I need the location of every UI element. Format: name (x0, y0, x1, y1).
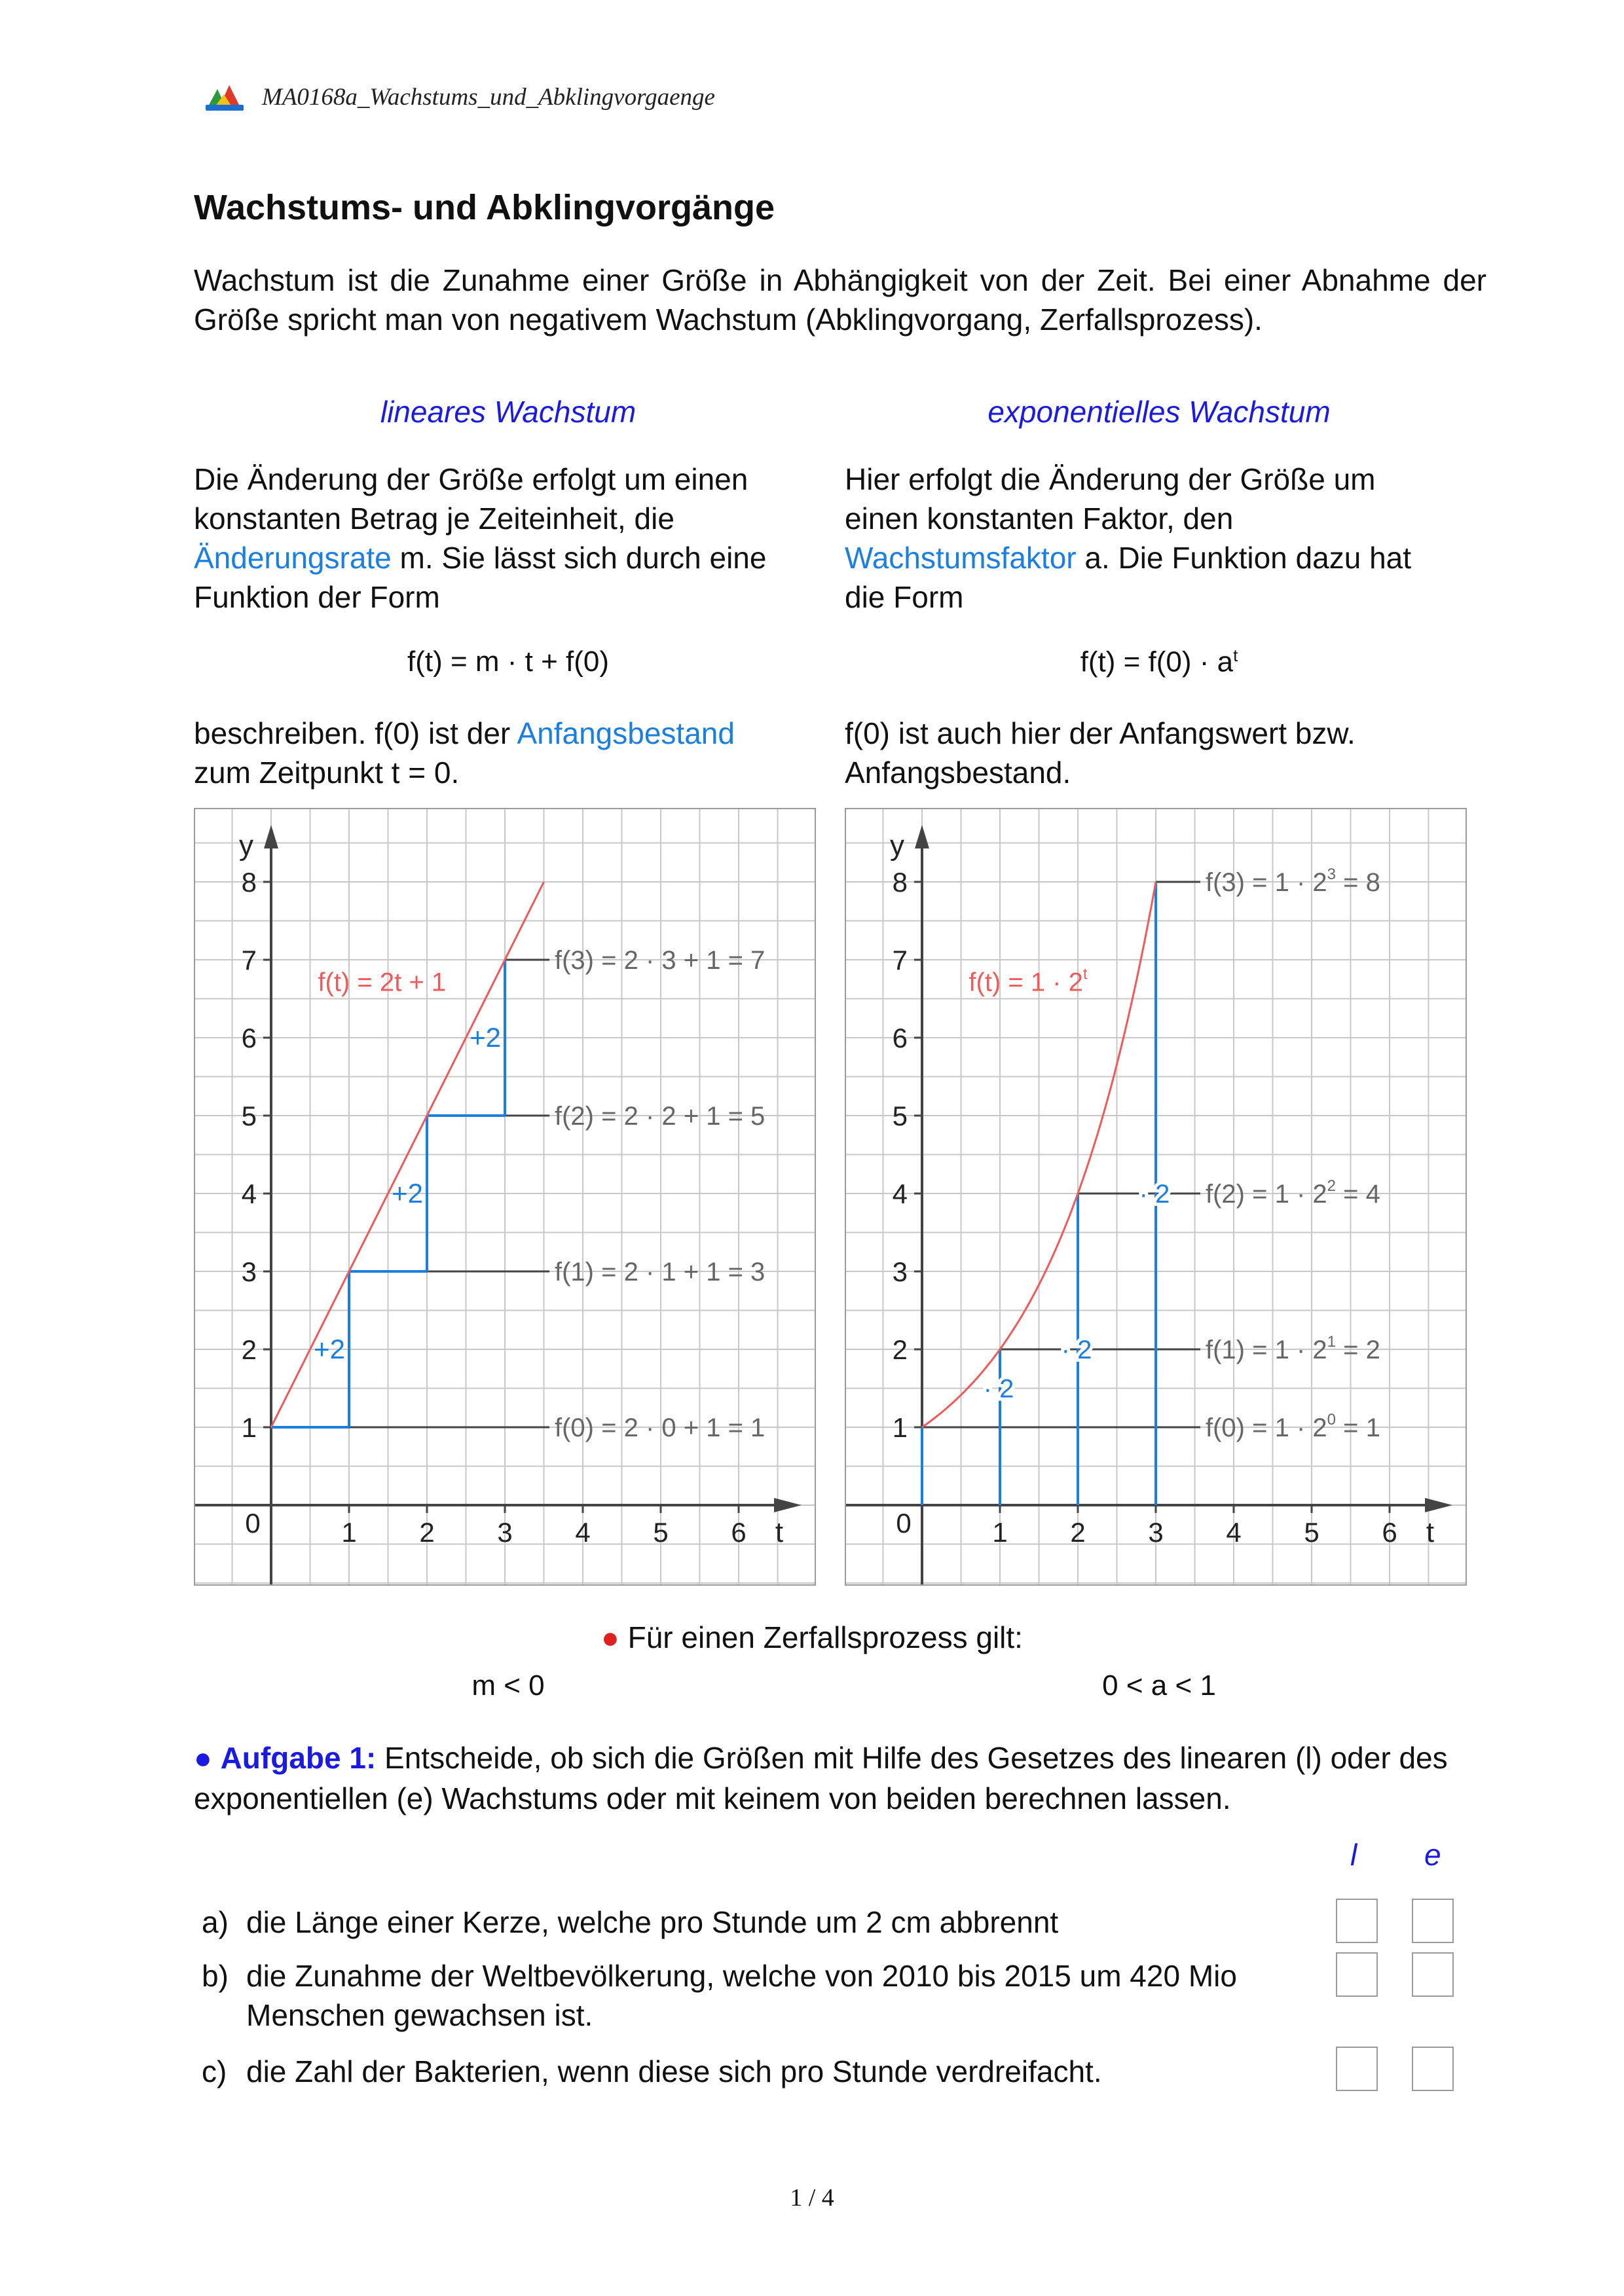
linear-growth-graph (194, 808, 816, 1586)
checkbox-c-exponential[interactable] (1412, 2047, 1454, 2091)
y-tick-label: 3 (241, 1256, 257, 1287)
point-label-base: f(2) = 1 · 2 (1206, 1180, 1327, 1209)
exponential-after-b: Anfangsbestand. (845, 756, 1071, 790)
origin-label: 0 (245, 1508, 261, 1539)
linear-term: Änderungsrate (194, 541, 392, 575)
y-tick-label: 5 (241, 1101, 257, 1131)
step-label: · 2 (1061, 1336, 1092, 1364)
x-tick-label: 6 (1382, 1517, 1397, 1548)
decay-statement (0, 1620, 1624, 1655)
step-label: · 2 (983, 1374, 1014, 1404)
step-label: · 2 (1139, 1180, 1170, 1209)
point-label (1206, 1333, 1380, 1364)
x-tick-label: 4 (1226, 1517, 1242, 1548)
y-tick-label: 8 (241, 867, 257, 898)
task-item-text: die Zunahme der Weltbevölkerung, welche von 2010 bis 2015 um 420 Mio Menschen gewachsen ist. (246, 1959, 1237, 2032)
step-label: +2 (314, 1334, 345, 1364)
exponential-growth-graph (845, 808, 1467, 1586)
publisher-logo-icon (204, 82, 245, 111)
point-label-base: f(3) = 1 · 2 (1206, 868, 1327, 897)
x-tick-label: 1 (341, 1517, 357, 1548)
x-tick-label: 4 (575, 1517, 591, 1548)
task-item-letter: b) (202, 1959, 229, 1993)
linear-after-term: Anfangsbestand (517, 716, 735, 750)
checkbox-a-linear[interactable] (1336, 1899, 1378, 1943)
point-label-base: f(0) = 1 · 2 (1206, 1413, 1327, 1442)
linear-heading: lineares Wachstum (380, 395, 637, 429)
decay-lead: Für einen Zerfallsprozess gilt: (627, 1620, 1023, 1654)
y-tick-label: 3 (892, 1256, 908, 1287)
checkbox-b-exponential[interactable] (1412, 1952, 1454, 1997)
function-label-exponent: t (1082, 965, 1088, 983)
linear-after-b: zum Zeitpunkt t = 0. (194, 756, 460, 790)
task-item-b (202, 1956, 1333, 2035)
decay-exponential-condition: 0 < a < 1 (1102, 1669, 1216, 1702)
y-tick-label: 1 (241, 1412, 257, 1443)
linear-formula: f(t) = m · t + f(0) (407, 646, 610, 678)
x-tick-label: 3 (1148, 1517, 1164, 1548)
y-tick-label: 1 (892, 1412, 908, 1443)
step-label: +2 (470, 1022, 501, 1053)
x-axis-label: t (775, 1516, 784, 1548)
linear-after-text (194, 714, 822, 792)
point-label-exponent: 3 (1327, 866, 1336, 883)
linear-text-b: m. Sie lässt sich durch eine Funktion der Form (194, 541, 767, 614)
y-tick-label: 4 (241, 1178, 257, 1209)
exponential-formula-exp: t (1233, 646, 1238, 665)
task-label: Aufgabe 1: (220, 1741, 377, 1775)
y-tick-label: 2 (241, 1334, 257, 1365)
x-tick-label: 6 (731, 1517, 747, 1548)
y-tick-label: 5 (892, 1101, 908, 1131)
point-label-value: = 2 (1335, 1336, 1380, 1364)
exponential-text-a: Hier erfolgt die Änderung der Größe um einen konstanten Faktor, den (845, 462, 1376, 536)
exponential-after-a: f(0) ist auch hier der Anfangswert bzw. (845, 716, 1356, 750)
column-header-linear: l (1350, 1838, 1357, 1872)
point-label-exponent: 2 (1327, 1177, 1336, 1195)
task-item-a (202, 1903, 1327, 1942)
point-label: f(3) = 2 · 3 + 1 = 7 (555, 946, 766, 975)
point-label-value: = 4 (1335, 1180, 1380, 1209)
intro-paragraph (194, 261, 1486, 339)
point-label (1206, 866, 1380, 897)
task-item-c (202, 2052, 1327, 2091)
y-tick-label: 7 (892, 945, 908, 975)
origin-label: 0 (896, 1508, 912, 1539)
page-title: Wachstums- und Abklingvorgänge (194, 188, 775, 227)
linear-after-a: beschreiben. f(0) ist der (194, 716, 517, 750)
point-label-exponent: 1 (1327, 1333, 1336, 1351)
document-id: MA0168a_Wachstums_und_Abklingvorgaenge (262, 83, 715, 111)
x-tick-label: 2 (419, 1517, 435, 1548)
point-label: f(2) = 2 · 2 + 1 = 5 (555, 1102, 766, 1131)
exponential-term: Wachstumsfaktor (845, 541, 1077, 575)
page-number: 1 / 4 (790, 2184, 834, 2212)
checkbox-c-linear[interactable] (1336, 2047, 1378, 2091)
exponential-after-text (845, 714, 1473, 792)
point-label: f(1) = 2 · 1 + 1 = 3 (555, 1258, 766, 1286)
task-text: Entscheide, ob sich die Größen mit Hilfe des Gesetzes des linearen (l) oder des exponentiellen (e) Wachstums oder mit keinem von beiden berechnen lassen. (194, 1741, 1448, 1815)
task-item-letter: a) (202, 1905, 229, 1939)
exponential-heading: exponentielles Wachstum (987, 395, 1331, 429)
linear-description (194, 460, 822, 617)
task-1-statement (194, 1738, 1486, 1819)
task-bullet-icon: ● (194, 1741, 212, 1775)
point-label (1206, 1411, 1380, 1442)
checkbox-b-linear[interactable] (1336, 1952, 1378, 1997)
function-label: $f(t) = 1 \cdot 2^t$ (969, 965, 1088, 997)
point-label-value: = 8 (1335, 868, 1380, 897)
x-tick-label: 2 (1070, 1517, 1086, 1548)
y-tick-label: 8 (892, 867, 908, 898)
exponential-text-b: a. Die Funktion dazu hat die Form (845, 541, 1412, 614)
checkbox-a-exponential[interactable] (1412, 1899, 1454, 1943)
point-label-base: f(1) = 1 · 2 (1206, 1336, 1327, 1364)
exponential-formula-base: f(t) = f(0) · a (1080, 646, 1234, 678)
task-item-letter: c) (202, 2054, 227, 2088)
y-axis-label: y (239, 829, 253, 862)
x-tick-label: 3 (497, 1517, 513, 1548)
task-item-text: die Zahl der Bakterien, wenn diese sich pro Stunde verdreifacht. (246, 2054, 1102, 2088)
point-label: f(0) = 2 · 0 + 1 = 1 (555, 1413, 766, 1442)
x-tick-label: 5 (653, 1517, 669, 1548)
x-tick-label: 1 (992, 1517, 1008, 1548)
exponential-description (845, 460, 1434, 617)
decay-linear-condition: m < 0 (471, 1669, 545, 1702)
function-label: f(t) = 2t + 1 (318, 968, 447, 997)
y-tick-label: 6 (241, 1023, 257, 1053)
exponential-formula (845, 646, 1473, 679)
y-tick-label: 6 (892, 1023, 908, 1053)
step-label: +2 (392, 1178, 423, 1209)
x-axis-label: t (1426, 1516, 1435, 1548)
y-tick-label: 4 (892, 1178, 908, 1209)
x-tick-label: 5 (1304, 1517, 1320, 1548)
y-tick-label: 7 (241, 945, 257, 975)
document-header (204, 77, 715, 117)
point-label (1206, 1177, 1380, 1209)
linear-text-a: Die Änderung der Größe erfolgt um einen konstanten Betrag je Zeiteinheit, die (194, 462, 748, 536)
point-label-value: = 1 (1335, 1413, 1380, 1442)
task-item-text: die Länge einer Kerze, welche pro Stunde um 2 cm abbrennt (246, 1905, 1059, 1939)
y-axis-label: y (890, 829, 904, 862)
intro-text: Wachstum ist die Zunahme einer Größe in Abhängigkeit von der Zeit. Bei einer Abnahme der Größe spricht man von negativem Wachstum (Abklingvorgang, Zerfallsprozess). (194, 263, 1486, 337)
decay-bullet-icon: ● (601, 1620, 619, 1654)
point-label-exponent: 0 (1327, 1411, 1336, 1429)
column-header-exponential: e (1424, 1838, 1441, 1872)
y-tick-label: 2 (892, 1334, 908, 1365)
